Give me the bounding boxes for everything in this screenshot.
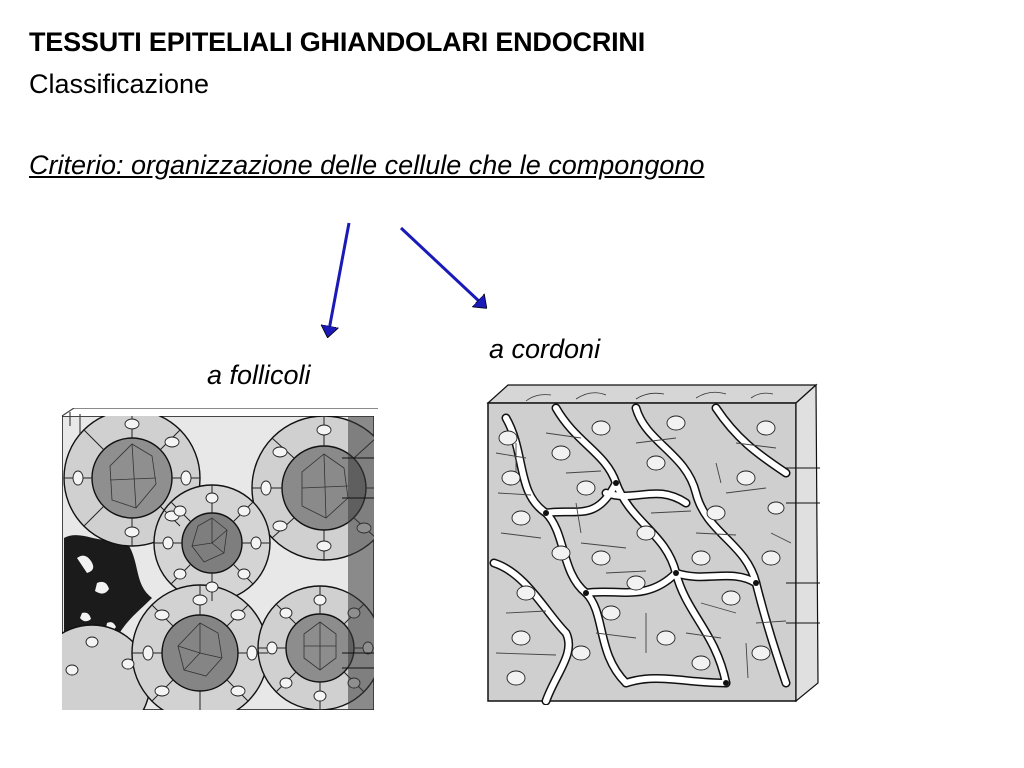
cord-gland-illustration [486,383,820,705]
criterion-text: Criterio: organizzazione delle cellule che le compongono [29,150,705,180]
slide-subtitle: Classificazione [29,69,210,99]
cords-label: a cordoni [489,334,601,364]
slide-title: TESSUTI EPITELIALI GHIANDOLARI ENDOCRINI [29,27,646,57]
follicles-label: a follicoli [207,360,311,390]
arrow-to-follicles [329,223,349,330]
follicular-gland-illustration [52,408,378,712]
arrow-to-cords [401,228,481,303]
